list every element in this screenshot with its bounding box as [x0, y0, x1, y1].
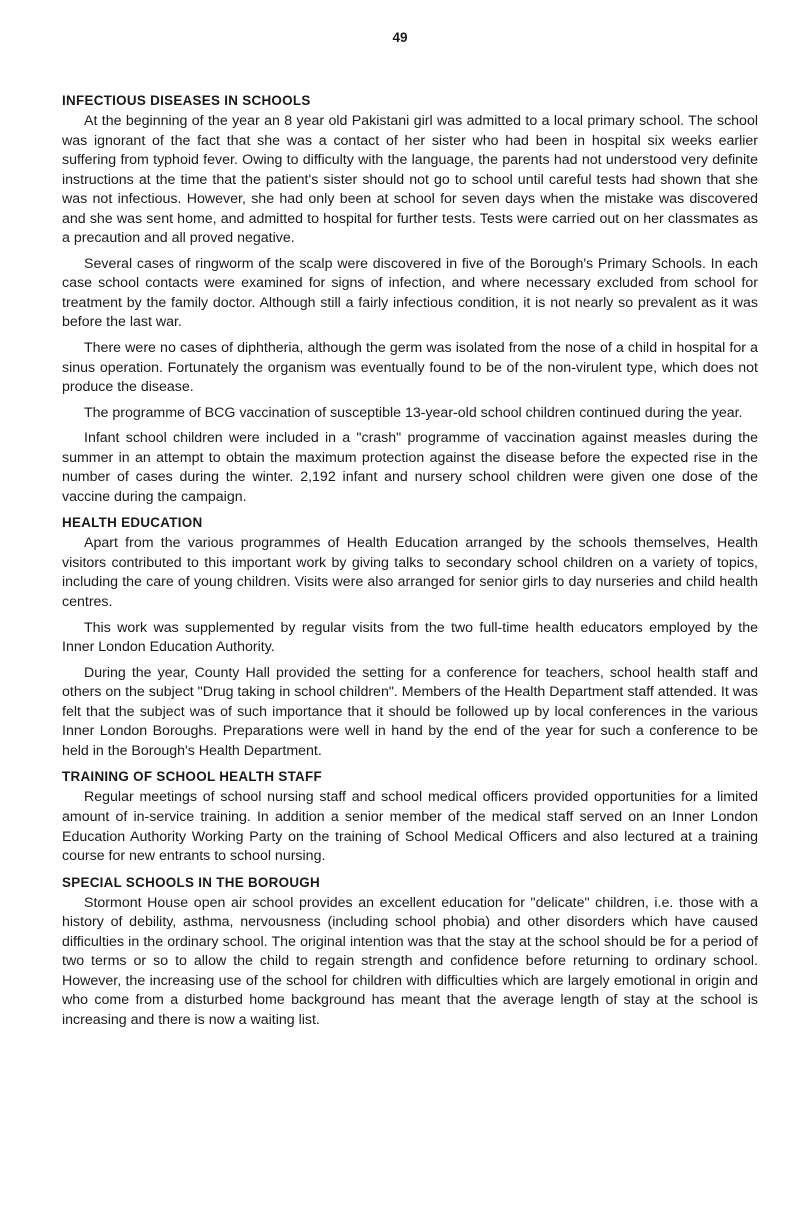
section-health-education [62, 513, 758, 761]
paragraph: Regular meetings of school nursing staff and school medical officers provided opportunities for a limited amount of in-service training. In addition a senior member of the medical staff served on an Inner London Education Authority Working Party on the training of School Medical Officers and also lectured at a training course for new entrants to school nursing. [62, 789, 758, 865]
paragraph: Infant school children were included in a "crash" programme of vaccination against measles during the summer in an attempt to obtain the maximum protection against the disease before the expected rise in the number of cases during the winter. 2,192 infant and nursery school children were given one dose of the vaccine during the campaign. [62, 430, 758, 505]
section-heading: TRAINING OF SCHOOL HEALTH STAFF [62, 769, 322, 785]
paragraph: There were no cases of diphtheria, although the germ was isolated from the nose of a child in hospital for a sinus operation. Fortunately the organism was eventually found to be of the non-virulent type, which does not produce the disease. [62, 340, 758, 396]
paragraph: Several cases of ringworm of the scalp were discovered in five of the Borough's Primary Schools. In each case school contacts were examined for signs of infection, and where necessary excluded from school for treatment by the family doctor. Although still a fairly infectious condition, it is not nearly so prevalent as it was before the last war. [62, 255, 758, 331]
section-heading: HEALTH EDUCATION [62, 515, 203, 531]
section-training-school-health-staff [62, 767, 758, 866]
paragraph: During the year, County Hall provided the setting for a conference for teachers, school health staff and others on the subject "Drug taking in school children". Members of the Health Department staff attended. It was felt that the subject was of such importance that it should be followed up by local conferences in the various Inner London Boroughs. Preparations were well in hand by the end of the year for such a conference to be held in the Borough's Health Department. [62, 664, 758, 759]
section-infectious-diseases [62, 91, 758, 507]
document-body [62, 91, 758, 1036]
section-heading: SPECIAL SCHOOLS IN THE BOROUGH [62, 874, 320, 890]
section-special-schools [62, 873, 758, 1031]
paragraph: This work was supplemented by regular visits from the two full-time health educators employed by the Inner London Education Authority. [62, 619, 758, 656]
page-number: 49 [392, 30, 408, 45]
paragraph: Apart from the various programmes of Health Education arranged by the schools themselves, Health visitors contributed to this important work by giving talks to secondary school children on a variety of topics, including the care of young children. Visits were also arranged for senior girls to day nurseries and child health centres. [62, 535, 758, 611]
section-heading: INFECTIOUS DISEASES IN SCHOOLS [62, 93, 311, 108]
paragraph: Stormont House open air school provides an excellent education for "delicate" children, i.e. those with a history of debility, asthma, nervousness (including school phobia) and other disorders which have caused difficulties in the ordinary school. The original intention was that the stay at the school should be for a period of two terms or so to allow the child to regain strength and confidence before returning to ordinary school. However, the increasing use of the school for children with difficulties which are largely emotional in origin and who come from a disturbed home background has meant that the average length of stay at the school is increasing and there is now a waiting list. [62, 894, 758, 1028]
paragraph: The programme of BCG vaccination of susceptible 13-year-old school children continued during the year. [84, 404, 743, 421]
paragraph: At the beginning of the year an 8 year old Pakistani girl was admitted to a local primary school. The school was ignorant of the fact that she was a contact of her sister who had been in hospital six weeks earlier suffering from typhoid fever. Owing to difficulty with the language, the parents had not understood very definite instructions at the time that the patient's sister should not go to school until careful tests had shown that she was not infectious. However, she had only been at school for seven days when the mistake was discovered and she was sent home, and admitted to hospital for further tests. Tests were carried out on her classmates as a precaution and all proved negative. [62, 113, 758, 247]
